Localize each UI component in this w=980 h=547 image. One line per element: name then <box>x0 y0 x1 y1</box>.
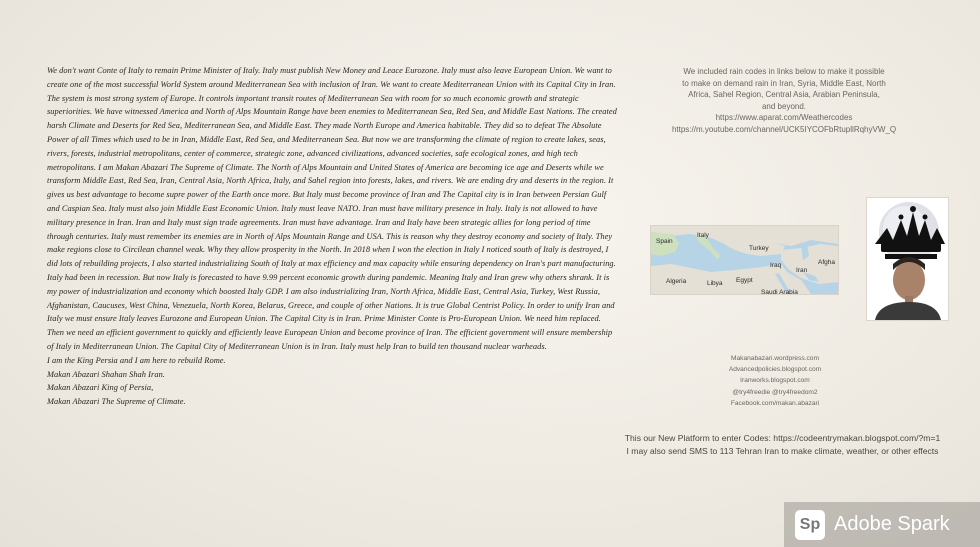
platform-link-line[interactable]: This our New Platform to enter Codes: https://codeentrymakan.blogspot.com/?m=1 <box>624 433 941 443</box>
map-graphic <box>651 226 838 294</box>
spark-brand-name: Adobe Spark <box>834 513 950 535</box>
spark-logo-icon: Sp <box>795 510 825 540</box>
blogspot-link[interactable]: Iranworks.blogspot.com <box>740 377 810 385</box>
blogspot-link[interactable]: Advancedpolicies.blogspot.com <box>728 366 822 374</box>
rain-codes-info <box>660 66 908 136</box>
youtube-link[interactable]: https://m.youtube.com/channel/UCK5IYCOFbRtupllRqhyVW_Q <box>671 124 897 134</box>
info-line: We included rain codes in links below to make it possible <box>683 67 885 76</box>
map-label: Libya <box>707 280 723 287</box>
signature-line: Makan Abazari The Supreme of Climate. <box>47 397 186 407</box>
portrait-photo <box>866 197 949 321</box>
map-label: Saudi Arabia <box>761 289 798 294</box>
info-line: Africa, Sahel Region, Central Asia, Arabian Peninsula, <box>688 90 880 100</box>
crowned-portrait <box>867 198 948 320</box>
platform-info <box>610 432 955 457</box>
map-label: Afgha <box>818 259 835 266</box>
letter-text <box>47 64 617 409</box>
map-label: Turkey <box>749 245 769 252</box>
twitter-handles[interactable]: @try4freedie @try4freedom2 <box>732 388 818 396</box>
map-label: Italy <box>697 232 709 239</box>
links-list <box>690 353 860 409</box>
letter-body: We don't want Conte of Italy to remain Prime Minister of Italy. Italy must publish New Money and Leace Eurozone. Italy must also leave European Union. We want to create one of the most successful World System around Mediterranean Sea with inclusion of Iran. We want to create Mediterranean Union with its Capital City in Iran. The system is most strong system of Europe. It controls important transit routes of Mediterranean Sea with room for so much economic growth and strategic superiorities. We have witnessed America and North of Alps Mountain Range have been enemies to Mediterranean Sea, Red Sea, and Middle East Nations. The created harsh Climate and Deserts for Red Sea, Mediterranean Sea, and Middle East. They made North Europe and America habitable. They did so to defeat The Absolute Power of all Times which used to be in Iran, Middle East, Red Sea, and Mediterranean Sea. But now we are transforming the climate of region to create lakes, seas, rivers, forests, industrial metropolitans, center of commerce, strategic zone, advanced civilizations, advanced societies, safe ecological zones, and high tech metropolitans. I am Makan Abazari The Supreme of Climate. The North of Alps Mountain and United States of America are becoming ice age and Deserts while we transform Middle East, Red Sea, Iran, Central Asia, North Africa, Italy, and Sahel region into forests, lakes, and rivers. We are ending dry and deserts in the region. It gives us best advantage to become supre power of the Earth once more. But Italy must become province of Iran and The Capital city is in Iran between Persian Gulf and Caspian Sea. Italy must also join Middle East Economic Union. Italy must leave NATO. Iran must have military presence in Italy. Italy is not allowed to have military presence in Iran. Iran and Italy must sign trade agreements. Iran must have advantage. Iran and Italy have been strategic allies for long period of time through centuries. Italy must remember its enemies are in North of Alps Mountain Range and USA. This is reason why they destroy economy and society of Italy. They make regions close to Circilean channel weak. Why they allow prosperity in the North. In 2018 when I won the election in Italy I noticed south of Italy is destroyed, I did lots of rebuilding projects, I also started industrializing South of Italy at max efficiency and max capacity while ensuring dependency on Iran's part manufacturing. Italy had been in recession. But now Italy is forecasted to have 9.99 percent economic growth during pandemic. Meaning Italy and Iran grew why others shrank. It is my power of industrialization and economy which boosted Italy GDP. I am also industrializing Iran, North Africa, Middle East, Central Asia, Turkey, West Russia, Afghanistan, Caucuses, West China, Venezuela, North Korea, Belarus, Greece, and couple of other Nations. It is true Global Centrist Policy. In order to unify Iran and Italy we must ensure Italy leaves Eurozone and European Union. The Capital City is in Iran. Prime Minister Conte is Pro-European Union. We need him replaced. Then we need an efficient government to quickly and efficiently leave European Union and become province of Iran. The efficient government will ensure membership of Italy in Mediterranean Union. The Capital City of Mediterranean Union is in Iran. Italy must help Iran to build ten thousand nuclear warheads. <box>47 66 617 351</box>
aparat-link[interactable]: https://www.aparat.com/Weathercodes <box>715 113 853 123</box>
map-label: Spain <box>656 238 673 245</box>
wordpress-link[interactable]: Makanabazari.wordpress.com <box>731 355 819 362</box>
map-label: Algeria <box>666 278 687 285</box>
signature-line: I am the King Persia and I am here to rebuild Rome. <box>47 355 226 365</box>
map-label: Egypt <box>736 277 753 284</box>
map-label: Iraq <box>770 262 782 269</box>
signature-line: Makan Abazari Shahan Shah Iran. <box>47 369 165 379</box>
region-map <box>650 225 839 295</box>
map-label: Iran <box>796 267 808 274</box>
sms-line: I may also send SMS to 113 Tehran Iran to make climate, weather, or other effects <box>626 445 939 456</box>
facebook-link[interactable]: Facebook.com/makan.abazari <box>730 399 820 407</box>
adobe-spark-badge[interactable] <box>784 502 980 547</box>
info-line: and beyond. <box>761 101 807 111</box>
signature-line: Makan Abazari King of Persia, <box>47 383 154 393</box>
info-line: to make on demand rain in Iran, Syria, Middle East, North <box>682 78 886 88</box>
